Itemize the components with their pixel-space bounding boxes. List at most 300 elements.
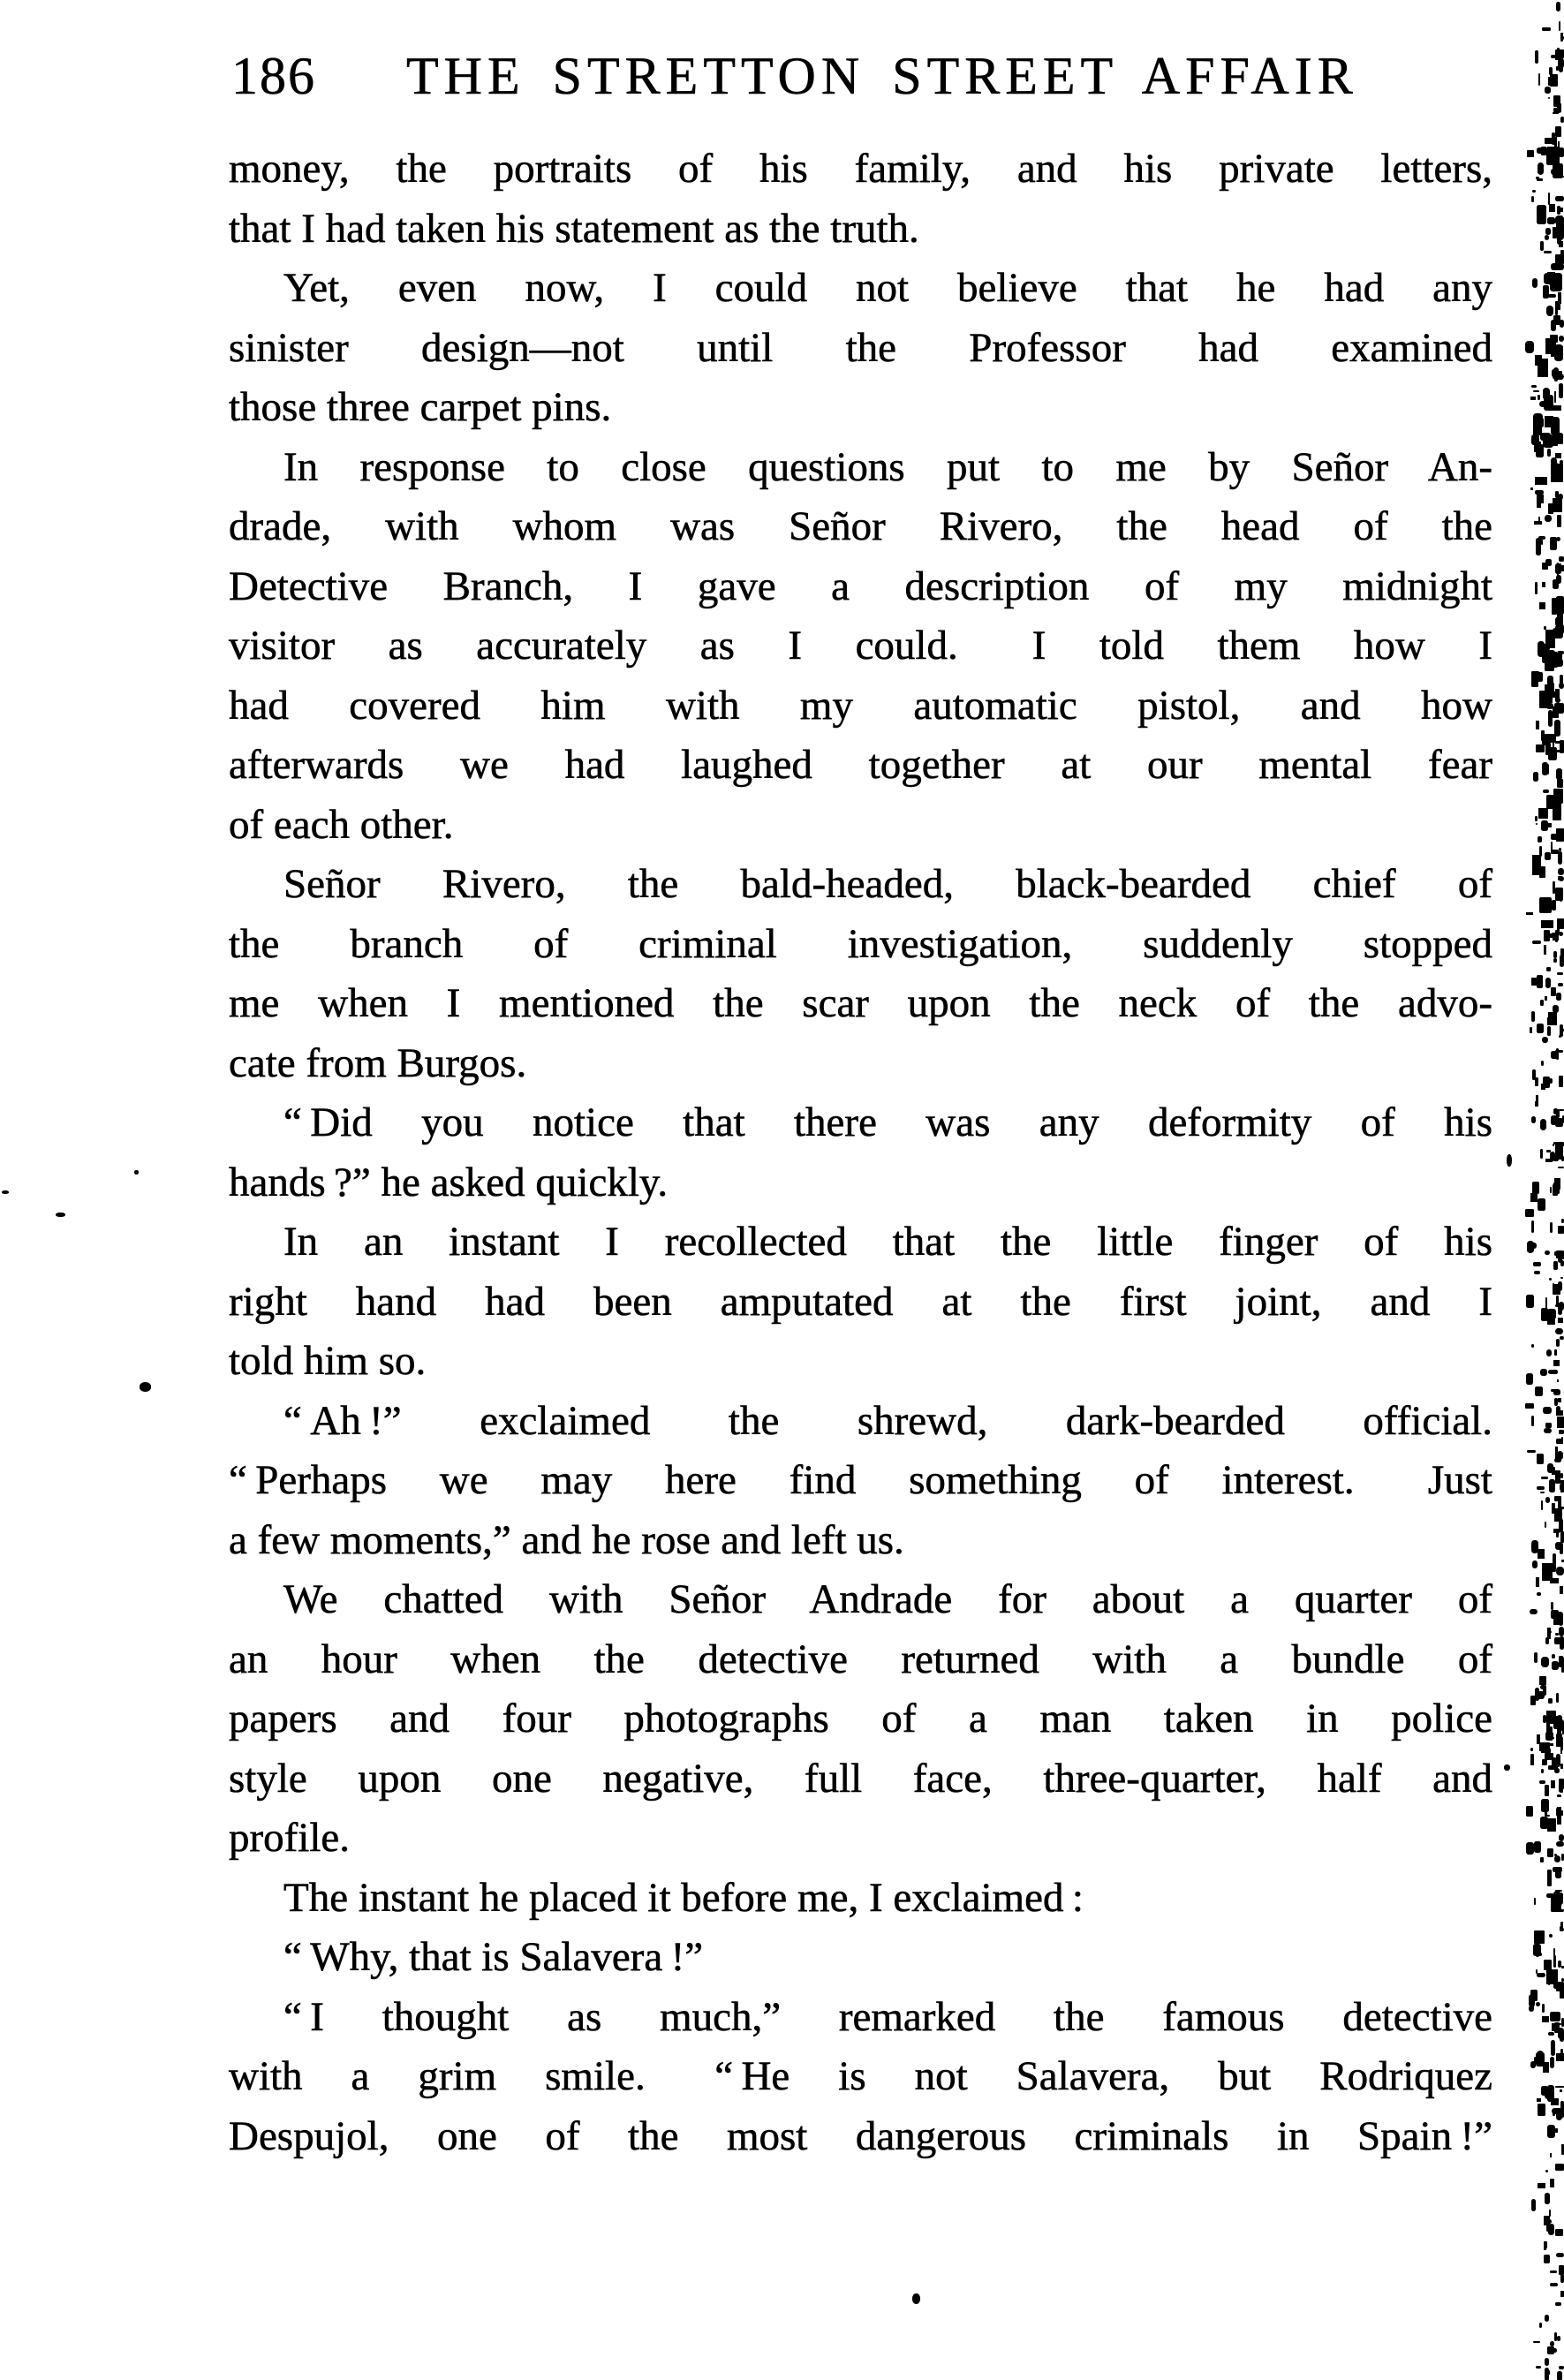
noise-fleck bbox=[1557, 1417, 1564, 1428]
text-line: Señor Rivero, the bald-headed, black-bearded chief of bbox=[283, 861, 1492, 907]
noise-fleck bbox=[1549, 1934, 1553, 1938]
noise-fleck bbox=[1539, 2323, 1542, 2328]
noise-fleck bbox=[1552, 1656, 1555, 1658]
noise-fleck bbox=[1553, 95, 1560, 107]
noise-fleck bbox=[1546, 1715, 1550, 1728]
noise-fleck bbox=[1555, 2128, 1558, 2133]
noise-fleck bbox=[1545, 87, 1551, 94]
noise-fleck bbox=[1545, 1522, 1547, 1528]
noise-fleck bbox=[1542, 1563, 1553, 1581]
noise-fleck bbox=[1561, 1966, 1564, 1969]
noise-fleck bbox=[1559, 1430, 1563, 1433]
paragraph bbox=[229, 855, 1492, 1093]
noise-fleck bbox=[1548, 1698, 1553, 1704]
noise-fleck bbox=[1548, 193, 1550, 205]
noise-fleck bbox=[1560, 320, 1564, 328]
noise-fleck bbox=[1543, 434, 1553, 449]
noise-fleck bbox=[1535, 816, 1538, 821]
noise-fleck bbox=[1538, 2183, 1545, 2188]
noise-fleck bbox=[1550, 2283, 1558, 2286]
noise-fleck bbox=[1534, 1930, 1545, 1944]
noise-fleck bbox=[1535, 582, 1538, 594]
noise-fleck bbox=[1553, 1184, 1558, 1195]
noise-fleck bbox=[1545, 2193, 1550, 2204]
noise-fleck bbox=[1543, 790, 1549, 793]
noise-fleck bbox=[1548, 294, 1556, 298]
noise-fleck bbox=[1529, 2006, 1534, 2011]
noise-fleck bbox=[1532, 278, 1538, 287]
noise-fleck bbox=[1545, 1159, 1553, 1162]
text-line: those three carpet pins. bbox=[229, 384, 612, 430]
noise-fleck bbox=[1542, 563, 1548, 569]
noise-fleck bbox=[1530, 1990, 1538, 2001]
noise-fleck bbox=[1559, 556, 1564, 562]
noise-fleck bbox=[1541, 920, 1554, 928]
noise-fleck bbox=[1538, 836, 1541, 842]
text-line: the branch of criminal investigation, suddenly stopped bbox=[229, 920, 1492, 967]
text-line: cate from Burgos. bbox=[229, 1039, 527, 1086]
noise-fleck bbox=[1551, 55, 1558, 58]
noise-fleck bbox=[1560, 1764, 1563, 1768]
noise-fleck bbox=[1556, 1693, 1560, 1704]
noise-fleck bbox=[1552, 132, 1555, 145]
noise-fleck bbox=[1538, 73, 1540, 86]
noise-fleck bbox=[1550, 2179, 1554, 2187]
noise-fleck bbox=[1553, 958, 1558, 963]
noise-fleck bbox=[1550, 2341, 1554, 2347]
text-line: “ Ah !” exclaimed the shrewd, dark-bearded official. bbox=[283, 1397, 1492, 1444]
noise-fleck bbox=[1557, 1379, 1559, 1382]
text-line: right hand had been amputated at the first joint, and I bbox=[229, 1278, 1492, 1325]
noise-fleck bbox=[1560, 740, 1564, 753]
noise-fleck bbox=[1551, 1602, 1553, 1610]
noise-fleck bbox=[1552, 2348, 1558, 2353]
noise-fleck bbox=[1560, 675, 1564, 685]
noise-fleck bbox=[1559, 876, 1564, 881]
noise-fleck bbox=[1555, 1867, 1561, 1878]
noise-fleck bbox=[1547, 1026, 1551, 1037]
noise-fleck bbox=[1555, 1328, 1563, 1335]
noise-fleck bbox=[1549, 2210, 1552, 2218]
noise-fleck bbox=[1531, 1416, 1534, 1426]
noise-fleck bbox=[1547, 217, 1555, 223]
noise-fleck bbox=[1554, 1349, 1557, 1356]
noise-fleck bbox=[1537, 672, 1542, 682]
text-line: “ Perhaps we may here find something of interest. Just bbox=[229, 1457, 1492, 1503]
noise-fleck bbox=[1551, 464, 1563, 481]
noise-fleck bbox=[1526, 1842, 1534, 1855]
noise-fleck bbox=[1560, 117, 1564, 123]
paragraph bbox=[229, 1392, 1492, 1571]
noise-fleck bbox=[1559, 1109, 1564, 1111]
noise-fleck bbox=[1531, 1344, 1533, 1348]
noise-fleck bbox=[1532, 1560, 1537, 1569]
noise-fleck bbox=[1545, 996, 1548, 1001]
noise-fleck bbox=[1542, 2016, 1549, 2023]
noise-fleck bbox=[1538, 644, 1548, 654]
noise-fleck bbox=[1547, 676, 1553, 686]
noise-fleck bbox=[1531, 196, 1534, 202]
noise-fleck bbox=[1537, 1973, 1545, 1977]
text-line: “ Did you notice that there was any deformity of his bbox=[283, 1099, 1492, 1145]
noise-fleck bbox=[1537, 1953, 1541, 1956]
noise-fleck bbox=[1537, 2098, 1541, 2101]
noise-fleck bbox=[1556, 993, 1561, 1001]
noise-fleck bbox=[1551, 1051, 1558, 1059]
text-line: Despujol, one of the most dangerous criminals in Spain !” bbox=[229, 2112, 1492, 2159]
noise-fleck bbox=[1543, 388, 1551, 401]
noise-fleck bbox=[1544, 945, 1546, 955]
paragraph bbox=[229, 1093, 1492, 1213]
noise-fleck bbox=[1545, 1785, 1550, 1796]
noise-fleck bbox=[1559, 241, 1563, 247]
noise-fleck bbox=[1549, 1078, 1553, 1084]
noise-fleck bbox=[1555, 2229, 1564, 2237]
noise-fleck bbox=[1553, 1507, 1555, 1513]
noise-fleck bbox=[1541, 1799, 1549, 1812]
noise-fleck bbox=[1558, 1226, 1564, 1234]
noise-fleck bbox=[1556, 1406, 1560, 1413]
page-number: 186 bbox=[231, 47, 316, 105]
noise-fleck bbox=[1530, 1754, 1534, 1765]
noise-fleck bbox=[1536, 744, 1545, 752]
text-line: sinister design—not until the Professor had examined bbox=[229, 324, 1492, 371]
noise-fleck bbox=[1553, 1261, 1558, 1270]
noise-fleck bbox=[1553, 374, 1564, 380]
noise-fleck bbox=[1549, 1278, 1552, 1281]
noise-fleck bbox=[1561, 1437, 1563, 1443]
noise-fleck bbox=[1531, 1220, 1534, 1232]
text-line: We chatted with Señor Andrade for about a quarter of bbox=[283, 1576, 1492, 1622]
noise-fleck bbox=[1558, 1398, 1561, 1402]
noise-fleck bbox=[1552, 900, 1555, 910]
noise-fleck bbox=[1531, 434, 1539, 445]
paragraph bbox=[229, 140, 1492, 259]
noise-fleck bbox=[1530, 1193, 1537, 1201]
paragraph bbox=[229, 259, 1492, 438]
noise-fleck bbox=[1537, 495, 1544, 502]
noise-fleck bbox=[1545, 515, 1552, 521]
noise-fleck bbox=[1537, 1592, 1542, 1596]
noise-fleck bbox=[1530, 1027, 1532, 1033]
noise-fleck bbox=[1539, 897, 1552, 914]
noise-fleck bbox=[1546, 147, 1560, 165]
noise-fleck bbox=[1553, 789, 1563, 804]
noise-fleck bbox=[1551, 2040, 1556, 2056]
noise-fleck bbox=[1551, 405, 1562, 411]
text-line: In an instant I recollected that the little finger of his bbox=[283, 1219, 1492, 1265]
noise-fleck bbox=[1535, 50, 1538, 64]
noise-fleck bbox=[1559, 21, 1560, 30]
noise-fleck bbox=[1560, 2089, 1563, 2093]
noise-fleck bbox=[1555, 196, 1563, 201]
noise-fleck bbox=[1551, 417, 1560, 435]
noise-fleck bbox=[1553, 108, 1560, 112]
noise-fleck bbox=[1558, 59, 1564, 67]
noise-fleck bbox=[1548, 747, 1557, 760]
noise-fleck bbox=[1527, 1241, 1534, 1253]
noise-fleck bbox=[1557, 1794, 1560, 1797]
noise-fleck bbox=[1537, 1454, 1545, 1464]
noise-fleck bbox=[1541, 540, 1543, 545]
noise-fleck bbox=[1550, 2153, 1553, 2157]
noise-fleck bbox=[1560, 1928, 1564, 1931]
text-line: “ Why, that is Salavera !” bbox=[283, 1934, 704, 1980]
noise-fleck bbox=[1545, 1497, 1550, 1503]
noise-fleck bbox=[1557, 1451, 1563, 1460]
noise-fleck bbox=[1553, 1553, 1556, 1571]
noise-fleck bbox=[1550, 691, 1559, 697]
text-line: style upon one negative, full face, three-quarter, half and bbox=[229, 1755, 1492, 1802]
text-line: money, the portraits of his family, and his private letters, bbox=[229, 146, 1492, 192]
noise-fleck bbox=[1537, 1486, 1545, 1490]
noise-fleck bbox=[1530, 397, 1536, 400]
noise-fleck bbox=[1537, 1024, 1543, 1034]
noise-fleck bbox=[1533, 419, 1542, 434]
noise-fleck bbox=[1535, 1688, 1539, 1701]
noise-fleck bbox=[1556, 1567, 1564, 1575]
page-text bbox=[229, 140, 1492, 2166]
noise-fleck bbox=[1545, 1732, 1553, 1741]
noise-fleck bbox=[1554, 1904, 1560, 1910]
noise-fleck bbox=[1530, 1609, 1537, 1614]
noise-fleck bbox=[1536, 721, 1540, 730]
noise-fleck bbox=[1557, 972, 1563, 975]
noise-fleck bbox=[1545, 978, 1551, 988]
noise-fleck bbox=[1558, 1961, 1561, 1968]
noise-fleck bbox=[1558, 1252, 1562, 1263]
noise-fleck bbox=[1534, 1652, 1538, 1663]
noise-fleck bbox=[1537, 205, 1546, 223]
noise-fleck bbox=[1553, 1955, 1556, 1968]
noise-fleck bbox=[1538, 1198, 1545, 1211]
noise-fleck bbox=[1546, 1349, 1551, 1356]
noise-fleck bbox=[1535, 1077, 1538, 1086]
noise-fleck bbox=[1538, 1549, 1545, 1559]
noise-fleck bbox=[1558, 1507, 1564, 1509]
noise-fleck bbox=[1556, 768, 1562, 779]
noise-fleck bbox=[1548, 710, 1552, 727]
noise-fleck bbox=[1547, 449, 1551, 457]
noise-fleck bbox=[1556, 2253, 1564, 2256]
noise-fleck bbox=[1541, 1500, 1543, 1509]
noise-fleck bbox=[1550, 2270, 1558, 2273]
noise-fleck bbox=[1531, 978, 1540, 986]
text-line: “ I thought as much,” remarked the famous detective bbox=[283, 1993, 1492, 2040]
noise-fleck bbox=[1554, 2332, 1557, 2341]
noise-fleck bbox=[1544, 626, 1546, 630]
noise-fleck bbox=[1532, 1069, 1536, 1080]
noise-fleck bbox=[1540, 1857, 1544, 1863]
noise-fleck bbox=[1555, 2164, 1564, 2171]
noise-fleck bbox=[1534, 1841, 1541, 1853]
noise-fleck bbox=[1532, 941, 1541, 944]
noise-fleck bbox=[1545, 852, 1551, 860]
noise-fleck bbox=[1542, 737, 1548, 745]
noise-fleck bbox=[1541, 1477, 1549, 1479]
noise-fleck bbox=[1559, 1076, 1564, 1087]
noise-fleck bbox=[1536, 823, 1538, 825]
noise-fleck bbox=[1560, 1336, 1563, 1340]
noise-fleck bbox=[1561, 1219, 1564, 1223]
noise-fleck bbox=[1557, 1725, 1561, 1733]
noise-fleck bbox=[1544, 1428, 1553, 1433]
noise-fleck bbox=[1559, 2366, 1564, 2369]
noise-fleck bbox=[1547, 1848, 1554, 1857]
noise-fleck bbox=[1559, 1657, 1564, 1666]
noise-fleck bbox=[1551, 842, 1553, 851]
noise-fleck bbox=[1544, 251, 1552, 253]
noise-fleck bbox=[1562, 1115, 1564, 1123]
noise-fleck bbox=[1533, 2341, 1541, 2343]
noise-fleck bbox=[1556, 2053, 1563, 2061]
noise-fleck bbox=[1534, 1271, 1539, 1274]
noise-fleck bbox=[1553, 628, 1563, 638]
noise-fleck bbox=[1536, 1577, 1539, 1587]
noise-fleck bbox=[1560, 1636, 1563, 1650]
noise-fleck bbox=[1545, 2358, 1548, 2366]
noise-fleck bbox=[1557, 926, 1560, 933]
noise-fleck bbox=[1558, 851, 1562, 864]
text-line: drade, with whom was Señor Rivero, the head of the bbox=[229, 503, 1492, 549]
scan-speck bbox=[1504, 1764, 1510, 1771]
noise-fleck bbox=[1560, 955, 1564, 966]
scan-speck bbox=[912, 2293, 920, 2304]
noise-fleck bbox=[1530, 487, 1532, 490]
noise-fleck bbox=[1534, 1898, 1536, 1905]
noise-fleck bbox=[1539, 1780, 1545, 1784]
noise-fleck bbox=[1556, 1754, 1561, 1766]
noise-fleck bbox=[1535, 355, 1542, 365]
noise-fleck bbox=[1554, 1982, 1563, 1989]
noise-fleck bbox=[1545, 1423, 1552, 1428]
text-line: told him so. bbox=[229, 1338, 427, 1384]
noise-fleck bbox=[1553, 601, 1564, 608]
noise-fleck bbox=[1560, 460, 1564, 465]
noise-fleck bbox=[1554, 703, 1564, 714]
noise-fleck bbox=[1555, 2302, 1561, 2305]
noise-fleck bbox=[1552, 1661, 1558, 1670]
noise-fleck bbox=[1526, 1806, 1533, 1817]
noise-fleck bbox=[1553, 1612, 1561, 1617]
noise-fleck bbox=[1551, 834, 1559, 840]
noise-fleck bbox=[1556, 1841, 1564, 1847]
noise-fleck bbox=[1531, 1011, 1535, 1022]
noise-fleck bbox=[1540, 1369, 1547, 1377]
noise-fleck bbox=[1550, 273, 1562, 291]
noise-fleck bbox=[1560, 2274, 1564, 2283]
noise-fleck bbox=[1558, 651, 1563, 663]
text-line: In response to close questions put to me by Señor An- bbox=[283, 443, 1492, 490]
noise-fleck bbox=[1560, 2291, 1563, 2297]
noise-fleck bbox=[1547, 2219, 1552, 2224]
noise-fleck bbox=[1548, 97, 1550, 100]
noise-fleck bbox=[1538, 395, 1540, 400]
noise-fleck bbox=[1532, 190, 1536, 193]
noise-fleck bbox=[1557, 2336, 1561, 2340]
noise-fleck bbox=[1539, 1676, 1546, 1685]
noise-fleck bbox=[1525, 1403, 1533, 1409]
noise-fleck bbox=[1535, 1386, 1543, 1396]
text-line: of each other. bbox=[229, 801, 454, 848]
noise-fleck bbox=[1525, 1209, 1534, 1218]
scan-speck bbox=[1507, 1154, 1512, 1167]
noise-fleck bbox=[1558, 1303, 1561, 1315]
noise-fleck bbox=[1554, 391, 1556, 403]
text-line: hands ?” he asked quickly. bbox=[229, 1159, 669, 1205]
noise-fleck bbox=[1552, 1470, 1559, 1475]
noise-fleck bbox=[1560, 1277, 1563, 1279]
noise-fleck bbox=[1550, 1222, 1553, 1233]
noise-fleck bbox=[1559, 1618, 1563, 1626]
noise-fleck bbox=[1545, 1250, 1550, 1255]
noise-fleck bbox=[1553, 1142, 1558, 1145]
paragraph bbox=[229, 1213, 1492, 1392]
noise-fleck bbox=[1550, 2012, 1560, 2021]
noise-fleck bbox=[1555, 126, 1561, 137]
noise-fleck bbox=[1549, 67, 1553, 75]
noise-fleck bbox=[1556, 2, 1560, 12]
noise-fleck bbox=[1533, 772, 1538, 782]
noise-fleck bbox=[1560, 1484, 1564, 1492]
noise-fleck bbox=[1525, 341, 1534, 353]
noise-fleck bbox=[1545, 235, 1549, 239]
text-line: papers and four photographs of a man taken in police bbox=[229, 1696, 1492, 1742]
noise-fleck bbox=[1558, 217, 1564, 231]
noise-fleck bbox=[1547, 1017, 1553, 1024]
noise-fleck bbox=[1553, 1005, 1559, 1013]
noise-fleck bbox=[1541, 1061, 1545, 1066]
paragraph bbox=[229, 1988, 1492, 2167]
noise-fleck bbox=[1536, 2366, 1540, 2369]
noise-fleck bbox=[1560, 1028, 1564, 1033]
noise-fleck bbox=[1537, 147, 1544, 154]
scan-speck bbox=[140, 1382, 151, 1392]
text-line: The instant he placed it before me, I exclaimed : bbox=[283, 1874, 1084, 1921]
noise-fleck bbox=[1527, 150, 1534, 157]
noise-fleck bbox=[1536, 538, 1542, 555]
noise-fleck bbox=[1543, 1407, 1552, 1413]
text-line: visitor as accurately as I could. I told them how I bbox=[229, 623, 1492, 669]
noise-fleck bbox=[1554, 720, 1560, 737]
noise-fleck bbox=[1541, 1657, 1550, 1667]
noise-fleck bbox=[1553, 315, 1560, 325]
noise-fleck bbox=[1542, 2004, 1545, 2013]
noise-fleck bbox=[1531, 2199, 1536, 2211]
noise-fleck bbox=[1550, 1489, 1553, 1491]
noise-fleck bbox=[1543, 1715, 1546, 1723]
noise-fleck bbox=[1551, 1780, 1555, 1788]
noise-fleck bbox=[1545, 652, 1554, 671]
noise-fleck bbox=[1558, 1318, 1563, 1324]
noise-fleck bbox=[1556, 1810, 1563, 1817]
noise-fleck bbox=[1527, 1450, 1536, 1453]
noise-fleck bbox=[1560, 250, 1564, 260]
noise-fleck bbox=[1556, 310, 1558, 314]
text-line: a few moments,” and he rose and left us. bbox=[229, 1516, 904, 1563]
noise-fleck bbox=[1555, 491, 1560, 499]
noise-fleck bbox=[1560, 1473, 1564, 1478]
noise-fleck bbox=[1547, 1818, 1556, 1832]
noise-fleck bbox=[1558, 2028, 1564, 2039]
noise-fleck bbox=[1557, 2371, 1562, 2380]
noise-fleck bbox=[1557, 515, 1561, 527]
paragraph bbox=[229, 1869, 1492, 1929]
noise-fleck bbox=[1539, 602, 1545, 609]
noise-fleck bbox=[1535, 477, 1547, 485]
noise-fleck bbox=[1553, 1948, 1555, 1956]
running-title: THE STRETTON STREET AFFAIR bbox=[406, 47, 1358, 105]
